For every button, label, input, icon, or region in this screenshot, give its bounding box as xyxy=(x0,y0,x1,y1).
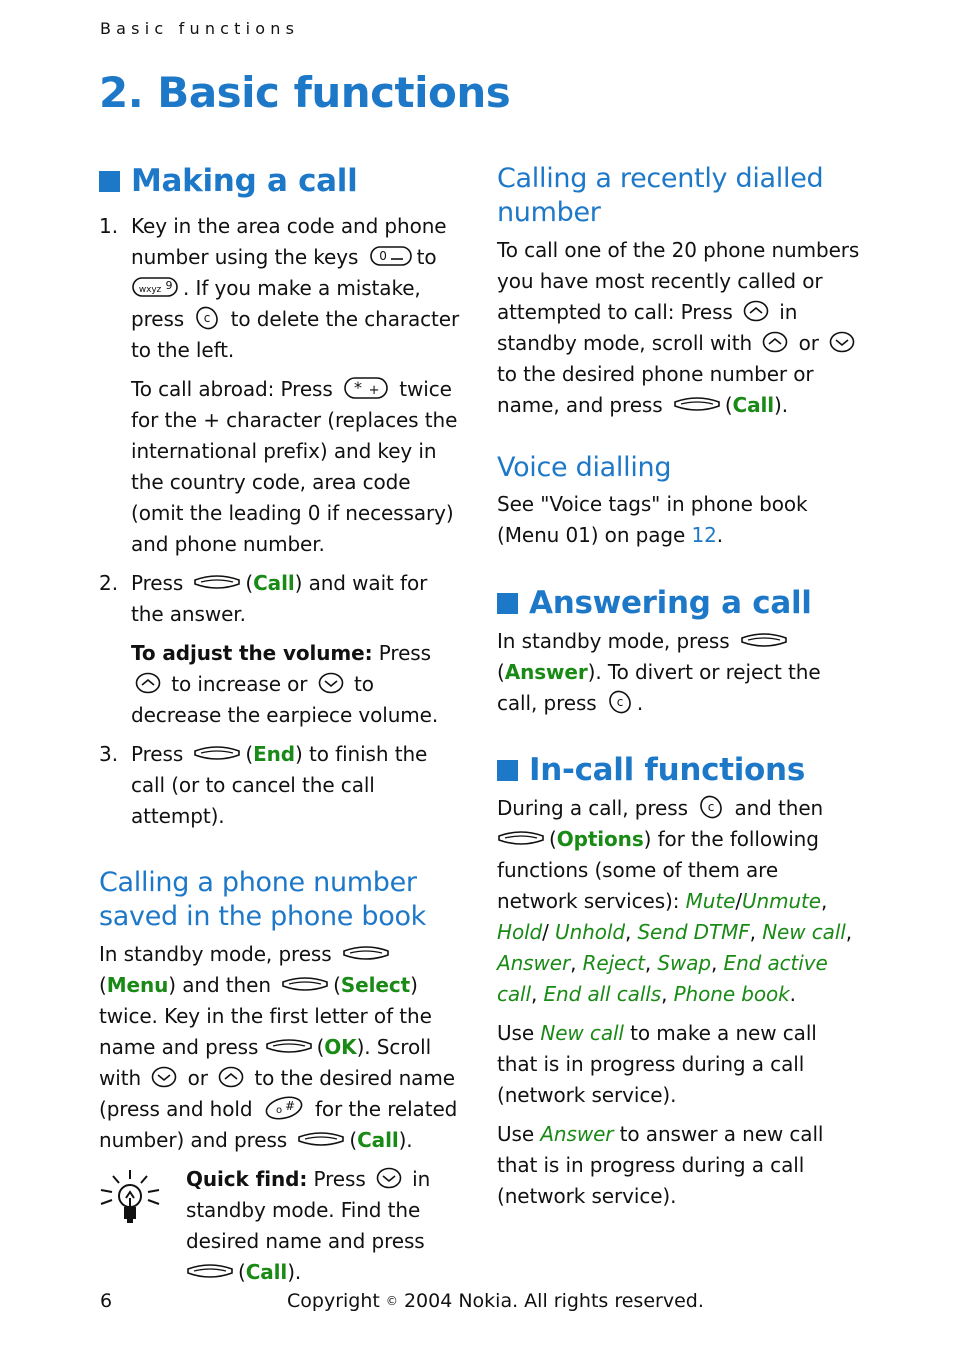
volume-note xyxy=(131,638,461,731)
tip-label: Quick find: xyxy=(186,1167,308,1191)
scroll-up-icon xyxy=(743,300,769,322)
option-new-call: New call xyxy=(762,920,846,944)
step-1 xyxy=(99,211,461,560)
option-send-dtmf: Send DTMF xyxy=(637,920,750,944)
scroll-down-icon xyxy=(318,672,344,694)
quick-find-text: Quick find: Press in standby mode. Find the desired name and press (Call). xyxy=(186,1167,431,1284)
key-0-icon xyxy=(369,245,413,267)
para-text: ). xyxy=(398,1128,413,1152)
section-square-icon xyxy=(497,593,518,614)
tip-text: Press xyxy=(313,1167,366,1191)
right-column xyxy=(497,162,861,1212)
option-end-active-call: End active call xyxy=(497,951,828,1006)
scroll-down-icon xyxy=(829,331,855,353)
lightbulb-tip-icon xyxy=(99,1168,161,1226)
phonebook-paragraph: In standby mode, press (Menu) and then (Select) twice. Key in the first letter of the name and press (OK). Scroll with or to the desired name (press and hold for the related number) and press (Call). xyxy=(99,942,458,1152)
tip-text: in standby mode. Find the desired name and press xyxy=(186,1167,431,1253)
selection-key-icon xyxy=(342,943,390,963)
phonebook-heading: Calling a phone number saved in the phone book xyxy=(99,867,427,932)
option-answer: Answer xyxy=(497,951,571,975)
para-text: Use xyxy=(497,1021,535,1045)
note-text: Press xyxy=(378,641,431,665)
para-text: ) and then xyxy=(168,973,271,997)
answering-paragraph: In standby mode, press (Answer). To divert or reject the call, press . xyxy=(497,629,821,715)
incall-heading xyxy=(497,751,861,789)
option-unhold: Unhold xyxy=(555,920,625,944)
call-abroad-note xyxy=(131,374,461,560)
para-text: ) twice. Key in the first letter of the name and press xyxy=(99,973,432,1059)
softkey-label: Select xyxy=(340,973,411,997)
voice-heading: Voice dialling xyxy=(497,452,672,483)
note-text: to decrease the earpiece volume. xyxy=(131,672,439,727)
answering-heading-text: Answering a call xyxy=(529,585,812,621)
clear-key-icon xyxy=(194,305,220,331)
softkey-label: End xyxy=(253,742,296,766)
clear-key-icon xyxy=(607,689,633,715)
para-text: to make a new call that is in progress during a call (network service). xyxy=(497,1021,817,1107)
clear-key-icon xyxy=(698,794,724,820)
page-number: 6 xyxy=(100,1290,113,1312)
para-text: During a call, press xyxy=(497,796,688,820)
incall-heading-text: In-call functions xyxy=(529,752,805,788)
making-call-heading-text: Making a call xyxy=(131,163,358,199)
para-text: In standby mode, press xyxy=(497,629,730,653)
scroll-up-icon xyxy=(762,331,788,353)
note-label: To adjust the volume: xyxy=(131,641,373,665)
selection-key-icon xyxy=(297,1129,345,1149)
para-text: To call one of the 20 phone numbers you have most recently called or attempted to call: Press xyxy=(497,238,860,324)
para-text: . xyxy=(636,691,644,715)
para-text: See "Voice tags" in phone book (Menu 01) on page xyxy=(497,492,808,547)
scroll-up-icon xyxy=(218,1066,244,1088)
step-text: to delete the character to the left. xyxy=(131,307,460,362)
softkey-label: Call xyxy=(357,1128,399,1152)
softkey-label: OK xyxy=(324,1035,357,1059)
step-text: Key in the area code and phone number using the keys xyxy=(131,214,447,269)
chapter-title: 2. Basic functions xyxy=(99,68,511,117)
step-text: ) and wait for the answer. xyxy=(131,571,428,626)
para-text: Use xyxy=(497,1122,535,1146)
step-text: to xyxy=(416,245,437,269)
softkey-label: Call xyxy=(253,571,295,595)
softkey-label: Answer xyxy=(504,660,588,684)
copyright-notice xyxy=(287,1290,704,1312)
step-number: 1. xyxy=(99,214,119,238)
para-text: ) for the following functions (some of them are network services): xyxy=(497,827,819,913)
para-text: to the desired name (press and hold xyxy=(99,1066,455,1121)
note-text: to increase or xyxy=(171,672,308,696)
note-text: To call abroad: Press xyxy=(131,377,333,401)
copyright-symbol: © xyxy=(385,1294,398,1308)
step-3: 3. Press (End) to finish the call (or to cancel the call attempt). xyxy=(99,739,461,832)
softkey-label: Options xyxy=(556,827,644,851)
running-head: Basic functions xyxy=(100,19,300,38)
selection-key-icon xyxy=(740,630,788,650)
para-text: to answer a new call that is in progress during a call (network service). xyxy=(497,1122,824,1208)
selection-key-icon xyxy=(193,572,241,592)
voice-paragraph xyxy=(497,489,861,551)
selection-key-icon xyxy=(281,974,329,994)
note-text: twice for the + character (replaces the international prefix) and key in the country code, area code (omit the leading 0 if necessary) and phone number. xyxy=(131,377,458,556)
softkey-label: Call xyxy=(732,393,775,417)
para-text: for the related number) and press xyxy=(99,1097,458,1152)
star-key-icon xyxy=(343,376,389,400)
answering-heading xyxy=(497,584,861,622)
option-mute: Mute xyxy=(685,889,736,913)
incall-paragraph: During a call, press and then (Options) for the following functions (some of them are network services): Mute/Unmute, Hold/ Unhold, Send DTMF, New call, Answer, Reject, Swap, End active call, End all calls, Phone book. xyxy=(497,793,861,1010)
key-9-wxyz-icon xyxy=(131,276,179,298)
copyright-text: Copyright xyxy=(287,1290,380,1312)
tip-text: ). xyxy=(287,1260,302,1284)
option-unmute: Unmute xyxy=(741,889,822,913)
recent-paragraph: To call one of the 20 phone numbers you have most recently called or attempted to call: Press in standby mode, scroll with or to the desired phone number or name, and press (Call). xyxy=(497,238,860,417)
selection-key-icon xyxy=(186,1261,234,1281)
para-text: ). Scroll with xyxy=(99,1035,432,1090)
selection-key-icon xyxy=(497,828,545,848)
copyright-text: 2004 Nokia. All rights reserved. xyxy=(403,1290,704,1312)
scroll-up-icon xyxy=(135,672,161,694)
para-text: ). To divert or reject the call, press xyxy=(497,660,821,715)
step-number: 3. xyxy=(99,742,119,766)
hash-key-icon xyxy=(263,1095,305,1121)
selection-key-icon xyxy=(265,1036,313,1056)
softkey-label: Call xyxy=(245,1260,288,1284)
para-text: to the desired phone number or name, and press xyxy=(497,362,814,417)
use-new-call-paragraph xyxy=(497,1018,861,1111)
para-text: in standby mode, scroll with xyxy=(497,300,798,355)
step-number: 2. xyxy=(99,571,119,595)
option-hold: Hold xyxy=(497,920,543,944)
left-column xyxy=(99,162,461,1288)
softkey-label: Menu xyxy=(106,973,169,997)
quick-find-tip xyxy=(99,1164,461,1288)
section-square-icon xyxy=(99,171,120,192)
para-text: In standby mode, press xyxy=(99,942,332,966)
section-square-icon xyxy=(497,760,518,781)
selection-key-icon xyxy=(673,394,721,414)
step-2: 2. Press (Call) and wait for the answer. To adjust the volume: Press to increase or to decrease the earpiece volume. xyxy=(99,568,461,731)
option-new-call: New call xyxy=(540,1021,624,1045)
para-text: or xyxy=(798,331,819,355)
scroll-down-icon xyxy=(151,1066,177,1088)
para-text: . xyxy=(716,523,723,547)
step-text: ) to finish the call (or to cancel the call attempt). xyxy=(131,742,428,828)
para-text: and then xyxy=(734,796,824,820)
option-reject: Reject xyxy=(582,951,645,975)
use-answer-paragraph xyxy=(497,1119,861,1212)
making-call-heading xyxy=(99,162,461,200)
scroll-down-icon xyxy=(376,1167,402,1189)
option-swap: Swap xyxy=(657,951,712,975)
step-text: . If you make a mistake, press xyxy=(131,276,421,331)
option-answer: Answer xyxy=(540,1122,614,1146)
step-text: Press xyxy=(131,742,184,766)
option-phone-book: Phone book xyxy=(673,982,790,1006)
option-end-all-calls: End all calls xyxy=(543,982,662,1006)
step-text: Press xyxy=(131,571,184,595)
page-link[interactable]: 12 xyxy=(691,523,717,547)
para-text: or xyxy=(187,1066,208,1090)
para-text: ). xyxy=(774,393,788,417)
selection-key-icon xyxy=(193,743,241,763)
recent-heading: Calling a recently dialled number xyxy=(497,163,824,228)
